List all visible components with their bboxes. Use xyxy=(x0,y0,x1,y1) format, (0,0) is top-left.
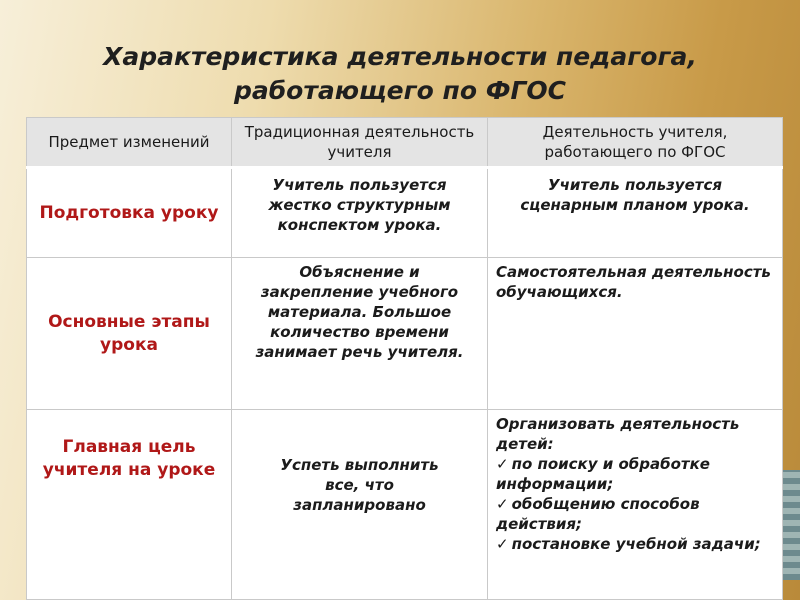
list-item xyxy=(496,454,774,494)
title-line-2: работающего по ФГОС xyxy=(233,76,567,105)
header-subject: Предмет изменений xyxy=(27,118,232,168)
checkmark-icon: ✓ xyxy=(496,535,509,553)
fgos-goal-block xyxy=(488,410,782,554)
list-item xyxy=(496,494,774,534)
row-traditional xyxy=(232,410,488,600)
checkmark-icon: ✓ xyxy=(496,495,509,513)
cell-text: Самостоятельная деятельность обучающихся. xyxy=(496,263,771,301)
fgos-goal-intro: Организовать деятельность детей: xyxy=(496,415,740,453)
title-line-1: Характеристика деятельности педагога, xyxy=(103,42,697,71)
row-subject: Подготовка уроку xyxy=(27,168,232,258)
row-traditional xyxy=(232,258,488,410)
cell-text: Успеть выполнить все, что запланировано xyxy=(280,455,439,514)
cell-text: Учитель пользуется сценарным планом урока. xyxy=(520,176,750,214)
row-traditional xyxy=(232,168,488,258)
slide-title xyxy=(0,40,800,108)
row-fgos xyxy=(488,168,783,258)
table-row xyxy=(27,410,783,600)
table-row xyxy=(27,168,783,258)
row-fgos xyxy=(488,410,783,600)
table-row xyxy=(27,258,783,410)
checkmark-icon: ✓ xyxy=(496,455,509,473)
row-fgos xyxy=(488,258,783,410)
row-subject: Основные этапы урока xyxy=(27,258,232,410)
list-item-text: по поиску и обработке информации; xyxy=(496,455,710,493)
fgos-goal-list xyxy=(496,454,774,554)
list-item-text: постановке учебной задачи; xyxy=(511,535,761,553)
cell-text: Учитель пользуется жестко структурным конспектом урока. xyxy=(268,176,451,234)
comparison-table xyxy=(26,117,783,600)
list-item xyxy=(496,534,774,554)
header-traditional: Традиционная деятельность учителя xyxy=(232,118,488,168)
list-item-text: обобщению способов действия; xyxy=(496,495,700,533)
cell-text: Объяснение и закрепление учебного материала. Большое количество времени занимает речь учителя. xyxy=(255,263,464,361)
header-fgos: Деятельность учителя, работающего по ФГОС xyxy=(488,118,783,168)
row-subject: Главная цель учителя на уроке xyxy=(27,410,232,600)
table-header-row xyxy=(27,118,783,168)
